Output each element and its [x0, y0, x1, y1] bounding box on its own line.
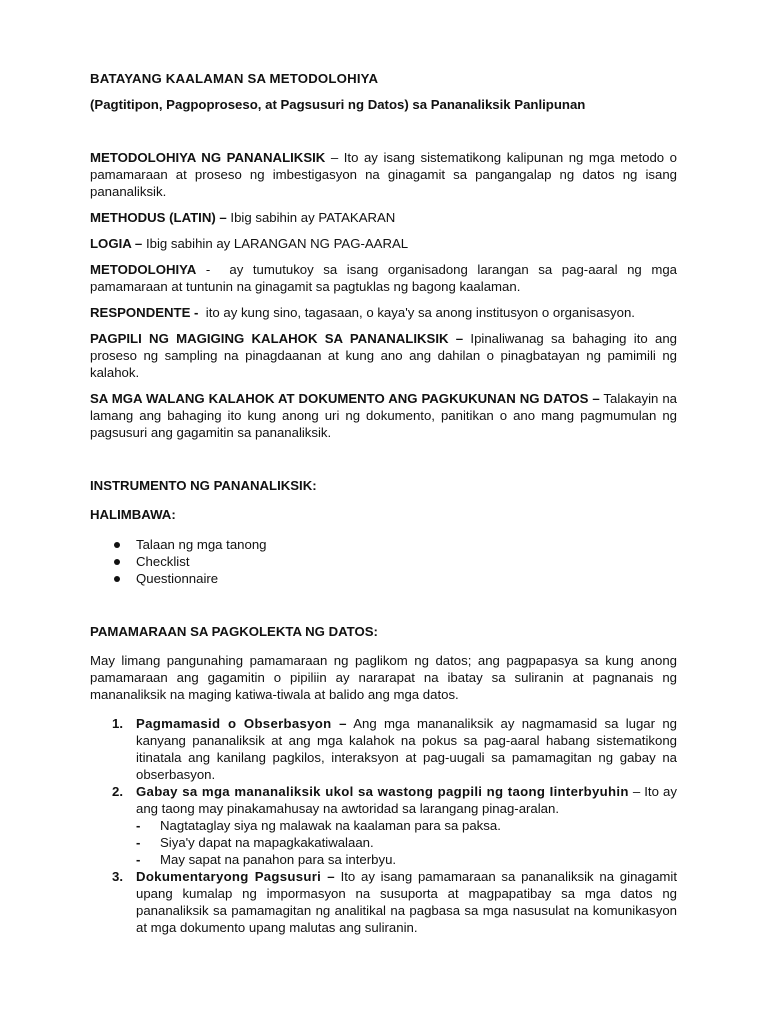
- bullet-icon: [114, 576, 120, 582]
- method-description: Ito ay isang pamamaraan sa pananaliksik na ginagamit upang kumalap ng impormasyon na susuporta at magpapatibay sa mga datos ng pananaliksik sa pamamagitan ng analitikal na pagbasa sa mga nasusulat na komunikasyon at mga dokumento upang malutas ang suliranin.: [136, 869, 677, 935]
- method-description: – Ito ay ang taong may pinakamahusay na awtoridad sa larangang pinag-aralan.: [136, 784, 677, 816]
- method-number: 1.: [112, 716, 123, 731]
- method-title: Pagmamasid o Obserbasyon –: [136, 716, 347, 731]
- method-item: [90, 868, 677, 936]
- list-item: - May sapat na panahon para sa interbyu.: [136, 852, 397, 867]
- instrumento-heading: INSTRUMENTO NG PANANALIKSIK:: [90, 478, 317, 493]
- definition-logia: LOGIA – Ibig sabihin ay LARANGAN NG PAG-AARAL: [90, 236, 409, 251]
- pamamaraan-intro: May limang pangunahing pamamaraan ng paglikom ng datos; ang pagpapasya sa kung anong pamamaraan ang gagamitin o pipiliin ay nararapat na ibatay sa suliranin at pagnanais ng mananaliksik na maging katiwa-tiwala at balido ang mga datos.: [90, 653, 677, 702]
- definition-respondente: RESPONDENTE - ito ay kung sino, tagasaan, o kaya'y sa anong institusyon o organisasyon.: [90, 305, 635, 320]
- bullet-icon: [114, 542, 120, 548]
- halimbawa-label: HALIMBAWA:: [90, 507, 176, 522]
- document-body: [90, 70, 677, 936]
- list-item: - Nagtataglay siya ng malawak na kaalaman para sa paksa.: [136, 818, 501, 833]
- list-item: - Siya'y dapat na mapagkakatiwalaan.: [136, 835, 374, 850]
- page-subtitle: (Pagtitipon, Pagpoproseso, at Pagsusuri ng Datos) sa Pananaliksik Panlipunan: [90, 97, 586, 112]
- list-item: Talaan ng mga tanong: [90, 536, 677, 553]
- pamamaraan-heading: PAMAMARAAN SA PAGKOLEKTA NG DATOS:: [90, 624, 378, 639]
- dash-icon: -: [136, 835, 141, 850]
- instrumento-section: [90, 477, 677, 587]
- page-title: BATAYANG KAALAMAN SA METODOLOHIYA: [90, 71, 379, 86]
- definition-walang-kalahok: SA MGA WALANG KALAHOK AT DOKUMENTO ANG PAGKUKUNAN NG DATOS – Talakayin na lamang ang bahaging ito kung anong uri ng dokumento, panitikan o ano mang pagmumulan ng pagsusuri ang gagamitin sa pananaliksik.: [90, 391, 677, 440]
- method-number: 2.: [112, 784, 123, 799]
- list-item: Checklist: [90, 553, 677, 570]
- pamamaraan-section: [90, 623, 677, 936]
- methods-list: [90, 715, 677, 936]
- method-title: Dokumentaryong Pagsusuri –: [136, 869, 335, 884]
- instrument-list: [90, 536, 677, 587]
- definition-metodolohiya: METODOLOHIYA - ay tumutukoy sa isang organisadong larangan sa pag-aaral ng mga pamamaraan at tuntunin na ginagamit sa pagtuklas ng bagong kaalaman.: [90, 262, 677, 294]
- bullet-icon: [114, 559, 120, 565]
- method-number: 3.: [112, 869, 123, 884]
- method-title: Gabay sa mga mananaliksik ukol sa wastong pagpili ng taong Iinterbyuhin: [136, 784, 629, 799]
- definition-methodus: METHODUS (LATIN) – Ibig sabihin ay PATAKARAN: [90, 210, 396, 225]
- definitions-section: [90, 149, 677, 441]
- method-description: Ang mga mananaliksik ay nagmamasid sa lugar ng kanyang pananaliksik at ang mga kalahok na pokus sa pag-aaral habang sistematikong itinatala ang kanilang pagkilos, interaksyon at pag-uugali sa pamamagitan ng gabay na obserbasyon.: [136, 716, 677, 782]
- dash-icon: -: [136, 818, 141, 833]
- method-item: [90, 715, 677, 783]
- dash-icon: -: [136, 852, 141, 867]
- method-item: [90, 783, 677, 868]
- criteria-list: [136, 817, 677, 868]
- list-item: Questionnaire: [90, 570, 677, 587]
- definition-pagpili-ng-kalahok: PAGPILI NG MAGIGING KALAHOK SA PANANALIKSIK – Ipinaliwanag sa bahaging ito ang proseso ng sampling na pinagdaanan at kung ano ang dahilan o pinagbatayan ng pamimili ng kalahok.: [90, 331, 677, 380]
- definition-metodolohiya-ng-pananaliksik: METODOLOHIYA NG PANANALIKSIK – Ito ay isang sistematikong kalipunan ng mga metodo o pamamaraan at proseso ng imbestigasyon na ginagamit sa pangangalap ng datos ng isang pananaliksik.: [90, 150, 677, 199]
